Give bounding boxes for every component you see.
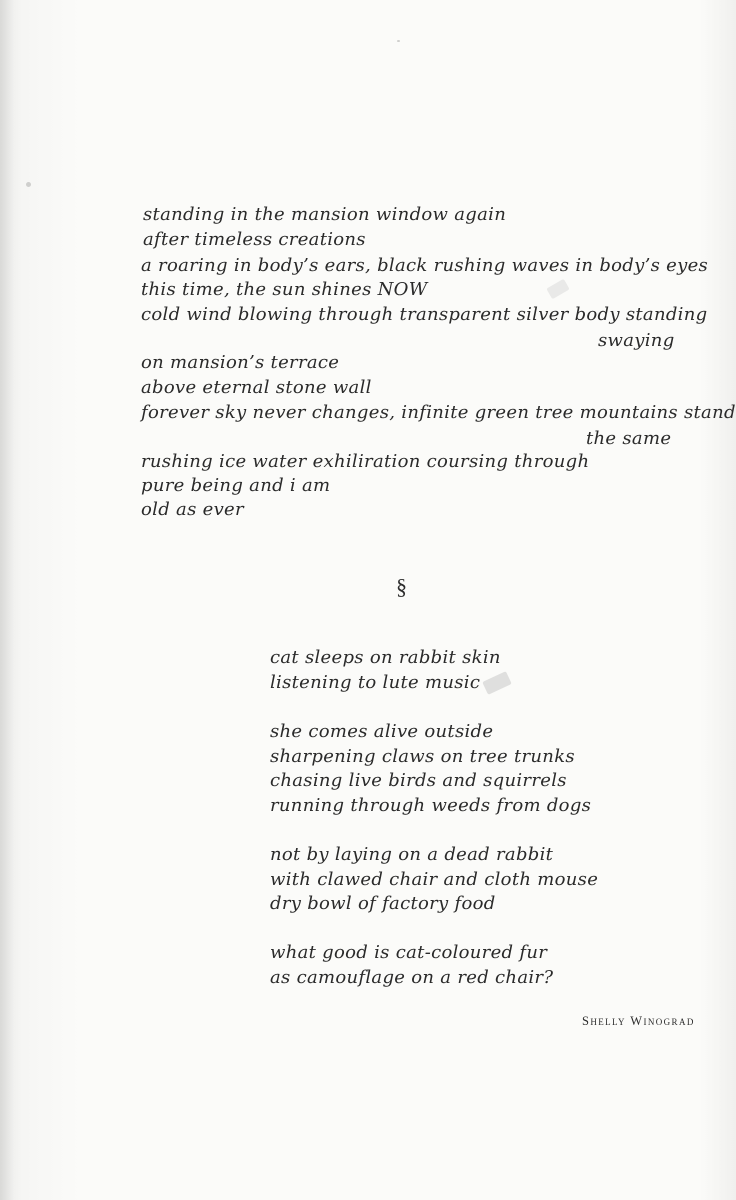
poem-line: she comes alive outside bbox=[270, 721, 494, 742]
poem-line: a roaring in body’s ears, black rushing waves in body’s eyes bbox=[141, 255, 709, 276]
poem-line: old as ever bbox=[141, 499, 244, 520]
poem-line: dry bowl of factory food bbox=[270, 893, 496, 914]
section-divider: § bbox=[396, 574, 407, 599]
author-name: Shelly Winograd bbox=[582, 1014, 695, 1028]
poem-line: pure being and i am bbox=[141, 475, 331, 496]
paper-speck bbox=[397, 40, 400, 42]
poem-line: running through weeds from dogs bbox=[270, 795, 592, 816]
poem-line: on mansion’s terrace bbox=[141, 352, 340, 373]
poem-line: sharpening claws on tree trunks bbox=[270, 746, 575, 767]
tape-mark bbox=[546, 279, 569, 299]
page-spine-shadow bbox=[0, 0, 14, 1200]
poem-line: rushing ice water exhiliration coursing through bbox=[141, 451, 590, 472]
poem-line: forever sky never changes, infinite green tree mountains stand bbox=[141, 402, 736, 423]
poem-line: as camouflage on a red chair? bbox=[270, 967, 554, 988]
poem-line: what good is cat-coloured fur bbox=[270, 942, 548, 963]
poem-line: cat sleeps on rabbit skin bbox=[270, 647, 501, 668]
poem-line: chasing live birds and squirrels bbox=[270, 770, 567, 791]
poem-line: standing in the mansion window again bbox=[143, 204, 507, 225]
paper-speck bbox=[26, 182, 31, 187]
poem-line: this time, the sun shines NOW bbox=[141, 279, 428, 300]
poem-line: after timeless creations bbox=[143, 229, 366, 250]
tape-mark bbox=[482, 671, 511, 695]
poem-line: not by laying on a dead rabbit bbox=[270, 844, 554, 865]
poem-line: the same bbox=[586, 428, 672, 449]
poem-line: swaying bbox=[598, 330, 675, 351]
poem-line: listening to lute music bbox=[270, 672, 481, 693]
poem-line: with clawed chair and cloth mouse bbox=[270, 869, 599, 890]
poem-line: above eternal stone wall bbox=[141, 377, 372, 398]
poem-line: cold wind blowing through transparent silver body standing bbox=[141, 304, 708, 325]
